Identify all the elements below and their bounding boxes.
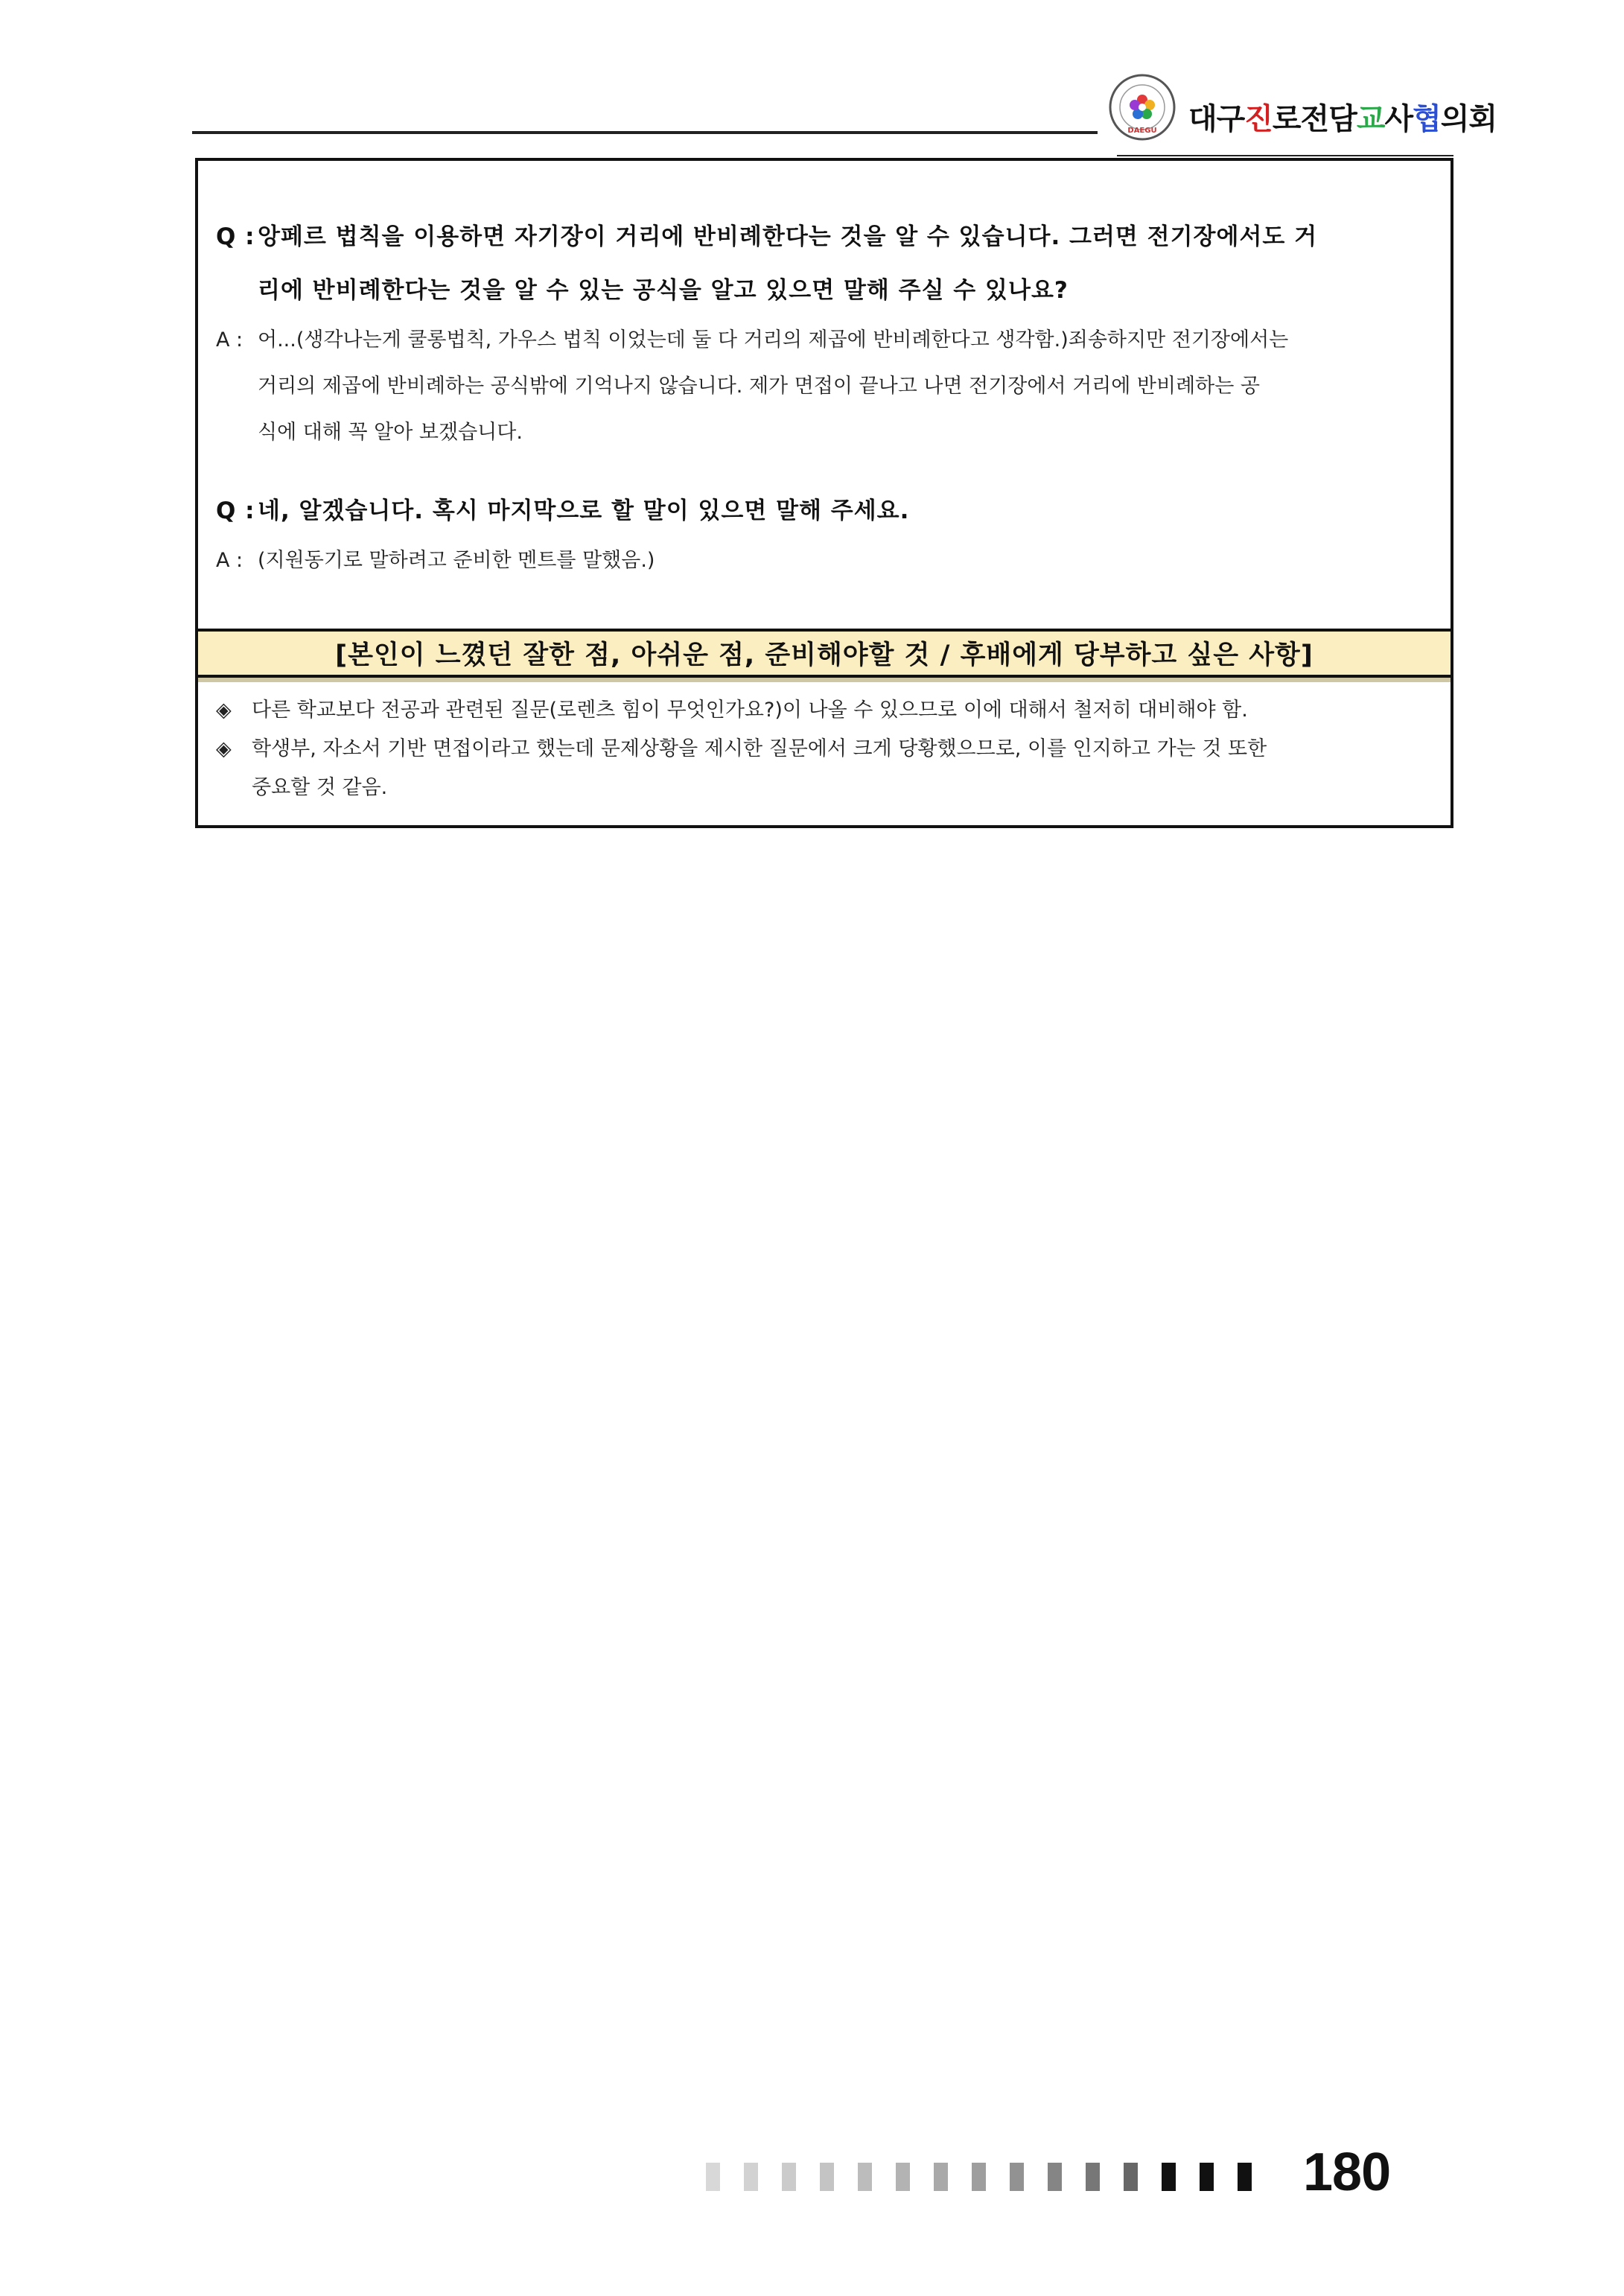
answer-line — [216, 538, 1433, 584]
answer-text: 어...(생각나는게 쿨롱법칙, 가우스 법칙 이었는데 둘 다 거리의 제곱에 반비례한다고 생각함.)죄송하지만 전기장에서는 — [258, 328, 1289, 352]
question-text: 네, 알겠습니다. 혹시 마지막으로 할 말이 있으면 말해 주세요. — [258, 497, 910, 524]
header-rule — [192, 131, 1098, 134]
question-line: 리에 반비례한다는 것을 알 수 있는 공식을 알고 있으면 말해 주실 수 있나요? — [258, 277, 1069, 304]
qa-block — [216, 484, 1433, 584]
footer-bar — [1124, 2163, 1138, 2191]
footer-gradient-bars — [706, 2163, 1276, 2192]
tip-text: 학생부, 자소서 기반 면접이라고 했는데 문제상황을 제시한 질문에서 크게 당황했으므로, 이를 인지하고 가는 것 또한 — [252, 737, 1267, 760]
answer-prefix: A : — [216, 328, 243, 352]
tip-item — [216, 730, 1433, 769]
org-title-part: 대구 — [1188, 102, 1245, 136]
question-line — [216, 210, 1433, 264]
footer-bar — [1010, 2163, 1024, 2191]
question-line — [216, 484, 1433, 538]
association-logo-icon — [1108, 73, 1176, 141]
footer-bar — [744, 2163, 758, 2191]
footer-bar — [782, 2163, 796, 2191]
footer-bar — [858, 2163, 872, 2191]
page-number: 180 — [1303, 2143, 1391, 2202]
section-heading-shadow — [198, 678, 1451, 682]
org-title-part: 의회 — [1440, 102, 1497, 136]
question-prefix: Q : — [216, 497, 255, 524]
footer-bar — [1238, 2163, 1252, 2191]
footer-bar — [820, 2163, 834, 2191]
footer-bar — [896, 2163, 910, 2191]
answer-text: (지원동기로 말하려고 준비한 멘트를 말했음.) — [258, 549, 655, 572]
footer-bar — [934, 2163, 948, 2191]
answer-line: 식에 대해 꼭 알아 보겠습니다. — [258, 421, 523, 444]
footer-bar — [706, 2163, 720, 2191]
footer-bar — [1048, 2163, 1062, 2191]
interview-box — [195, 158, 1453, 828]
org-title-part: 교 — [1356, 102, 1385, 136]
answer-line — [216, 317, 1433, 363]
tip-text-continued: 중요할 것 같음. — [252, 776, 388, 799]
section-heading: [본인이 느꼈던 잘한 점, 아쉬운 점, 준비해야할 것 / 후배에게 당부하고 싶은 사항] — [198, 629, 1451, 678]
svg-text:DAEGU: DAEGU — [1127, 127, 1157, 135]
diamond-bullet-icon: ◈ — [216, 737, 232, 760]
answer-line: 거리의 제곱에 반비례하는 공식밖에 기억나지 않습니다. 제가 면접이 끝나고 나면 전기장에서 거리에 반비례하는 공 — [258, 375, 1261, 398]
footer-bar — [972, 2163, 986, 2191]
header-rule-right — [1117, 155, 1453, 156]
tips-list — [216, 691, 1433, 807]
tip-item — [216, 691, 1433, 730]
org-title-part: 사 — [1384, 102, 1413, 136]
diamond-bullet-icon: ◈ — [216, 699, 232, 722]
tip-text: 다른 학교보다 전공과 관련된 질문(로렌츠 힘이 무엇인가요?)이 나올 수 있으므로 이에 대해서 철저히 대비해야 함. — [252, 699, 1248, 722]
qa-block — [216, 210, 1433, 456]
org-title-part: 진 — [1244, 102, 1273, 136]
footer-bar — [1162, 2163, 1176, 2191]
footer-bar — [1086, 2163, 1100, 2191]
question-prefix: Q : — [216, 223, 255, 250]
organization-title — [1188, 95, 1497, 138]
org-title-part: 협 — [1413, 102, 1441, 136]
org-title-part: 로전담 — [1272, 102, 1357, 136]
question-text: 앙페르 법칙을 이용하면 자기장이 거리에 반비례한다는 것을 알 수 있습니다. 그러면 전기장에서도 거 — [258, 223, 1318, 250]
footer-bar — [1200, 2163, 1214, 2191]
answer-prefix: A : — [216, 549, 243, 572]
